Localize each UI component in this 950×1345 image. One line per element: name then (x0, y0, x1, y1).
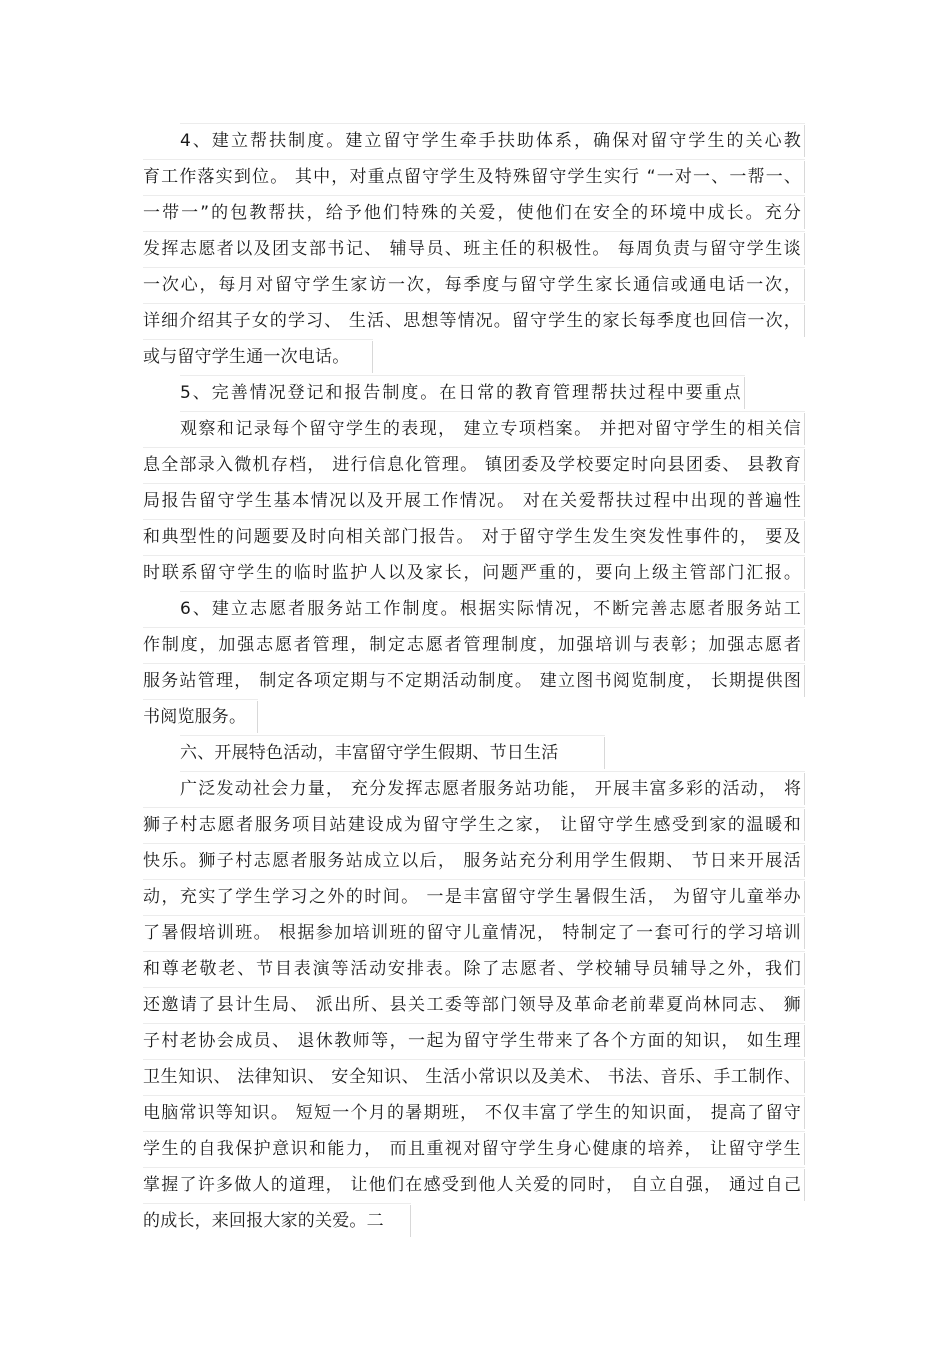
text-line (143, 555, 805, 591)
text-line-content: 广泛发动社会力量， 充分发挥志愿者服务站功能， 开展丰富多彩的活动， 将 (180, 779, 803, 799)
text-line-content: 局报告留守学生基本情况以及开展工作情况。 对在关爱帮扶过程中出现的普遍性 (143, 491, 803, 511)
text-line-content: 时联系留守学生的临时监护人以及家长，问题严重的，要向上级主管部门汇报。 (143, 563, 803, 583)
text-line-content: 动，充实了学生学习之外的时间。 一是丰富留守学生暑假生活， 为留守儿童举办 (143, 887, 803, 907)
text-line-content: 学生的自我保护意识和能力， 而且重视对留守学生身心健康的培养， 让留守学生 (143, 1139, 803, 1159)
text-line-content: 电脑常识等知识。 短短一个月的暑期班， 不仅丰富了学生的知识面， 提高了留守 (143, 1103, 803, 1123)
text-line-content: 一带一”的包教帮扶，给予他们特殊的关爱，使他们在安全的环境中成长。充分 (143, 203, 803, 223)
text-line-content: 作制度，加强志愿者管理，制定志愿者管理制度，加强培训与表彰；加强志愿者 (143, 635, 803, 655)
text-line-content: 或与留守学生通一次电话。 (143, 347, 350, 367)
text-line (143, 699, 258, 735)
text-line (180, 771, 805, 807)
text-line (143, 627, 805, 663)
text-line-content: 子村老协会成员、 退休教师等，一起为留守学生带来了各个方面的知识， 如生理 (143, 1031, 803, 1051)
text-line (143, 915, 805, 951)
text-line (143, 1203, 411, 1239)
text-line (143, 1131, 805, 1167)
text-line-content: 六、开展特色活动，丰富留守学生假期、节日生活 (180, 743, 559, 763)
text-line (180, 591, 805, 627)
text-line (143, 1059, 805, 1095)
text-line-content: 狮子村志愿者服务项目站建设成为留守学生之家， 让留守学生感受到家的温暖和 (143, 815, 803, 835)
text-line (143, 879, 805, 915)
text-line-content: 一次心，每月对留守学生家访一次，每季度与留守学生家长通信或通电话一次， (143, 275, 803, 295)
text-line-content: 的成长，来回报大家的关爱。二 (143, 1211, 384, 1231)
text-line-content: 还邀请了县计生局、 派出所、县关工委等部门领导及革命老前辈夏尚林同志、 狮 (143, 995, 803, 1015)
text-line-content: 和尊老敬老、节目表演等活动安排表。除了志愿者、学校辅导员辅导之外，我们 (143, 959, 803, 979)
text-line (143, 303, 805, 339)
text-line (143, 159, 805, 195)
text-line (143, 1167, 805, 1203)
text-line (143, 663, 805, 699)
text-line (143, 987, 805, 1023)
text-line-content: 了暑假培训班。 根据参加培训班的留守儿童情况， 特制定了一套可行的学习培训 (143, 923, 803, 943)
text-line (143, 843, 805, 879)
text-line-content: 快乐。狮子村志愿者服务站成立以后， 服务站充分利用学生假期、 节日来开展活 (143, 851, 803, 871)
text-line-content: 服务站管理， 制定各项定期与不定期活动制度。 建立图书阅览制度， 长期提供图 (143, 671, 803, 691)
text-line (180, 411, 805, 447)
text-line (143, 519, 805, 555)
text-line (143, 807, 805, 843)
text-line (143, 267, 805, 303)
text-line-content: 详细介绍其子女的学习、 生活、思想等情况。留守学生的家长每季度也回信一次， (143, 311, 802, 331)
text-line (143, 447, 805, 483)
text-line-content: 5、完善情况登记和报告制度。在日常的教育管理帮扶过程中要重点 (180, 383, 743, 403)
text-line (143, 1095, 805, 1131)
text-line-content: 4、建立帮扶制度。建立留守学生牵手扶助体系，确保对留守学生的关心教 (180, 131, 803, 151)
text-line (180, 375, 745, 411)
text-line (143, 1023, 805, 1059)
text-line-content: 6、建立志愿者服务站工作制度。根据实际情况，不断完善志愿者服务站工 (180, 599, 803, 619)
text-line-content: 和典型性的问题要及时向相关部门报告。 对于留守学生发生突发性事件的， 要及 (143, 527, 803, 547)
text-line-content: 观察和记录每个留守学生的表现， 建立专项档案。 并把对留守学生的相关信 (180, 419, 803, 439)
text-line (143, 339, 373, 375)
text-line-content: 息全部录入微机存档， 进行信息化管理。 镇团委及学校要定时向县团委、 县教育 (143, 455, 803, 475)
text-line (180, 735, 605, 771)
text-line (143, 195, 805, 231)
text-line (180, 123, 805, 159)
text-line-content: 书阅览服务。 (143, 707, 247, 727)
text-line-content: 掌握了许多做人的道理， 让他们在感受到他人关爱的同时， 自立自强， 通过自己 (143, 1175, 803, 1195)
text-line-content: 卫生知识、 法律知识、 安全知识、 生活小常识以及美术、 书法、音乐、手工制作、 (143, 1067, 802, 1087)
text-line-content: 育工作落实到位。 其中，对重点留守学生及特殊留守学生实行 “一对一、一帮一、 (143, 167, 803, 187)
text-line (143, 231, 805, 267)
text-line-content: 发挥志愿者以及团支部书记、 辅导员、班主任的积极性。 每周负责与留守学生谈 (143, 239, 803, 259)
text-line (143, 951, 805, 987)
text-line (143, 483, 805, 519)
